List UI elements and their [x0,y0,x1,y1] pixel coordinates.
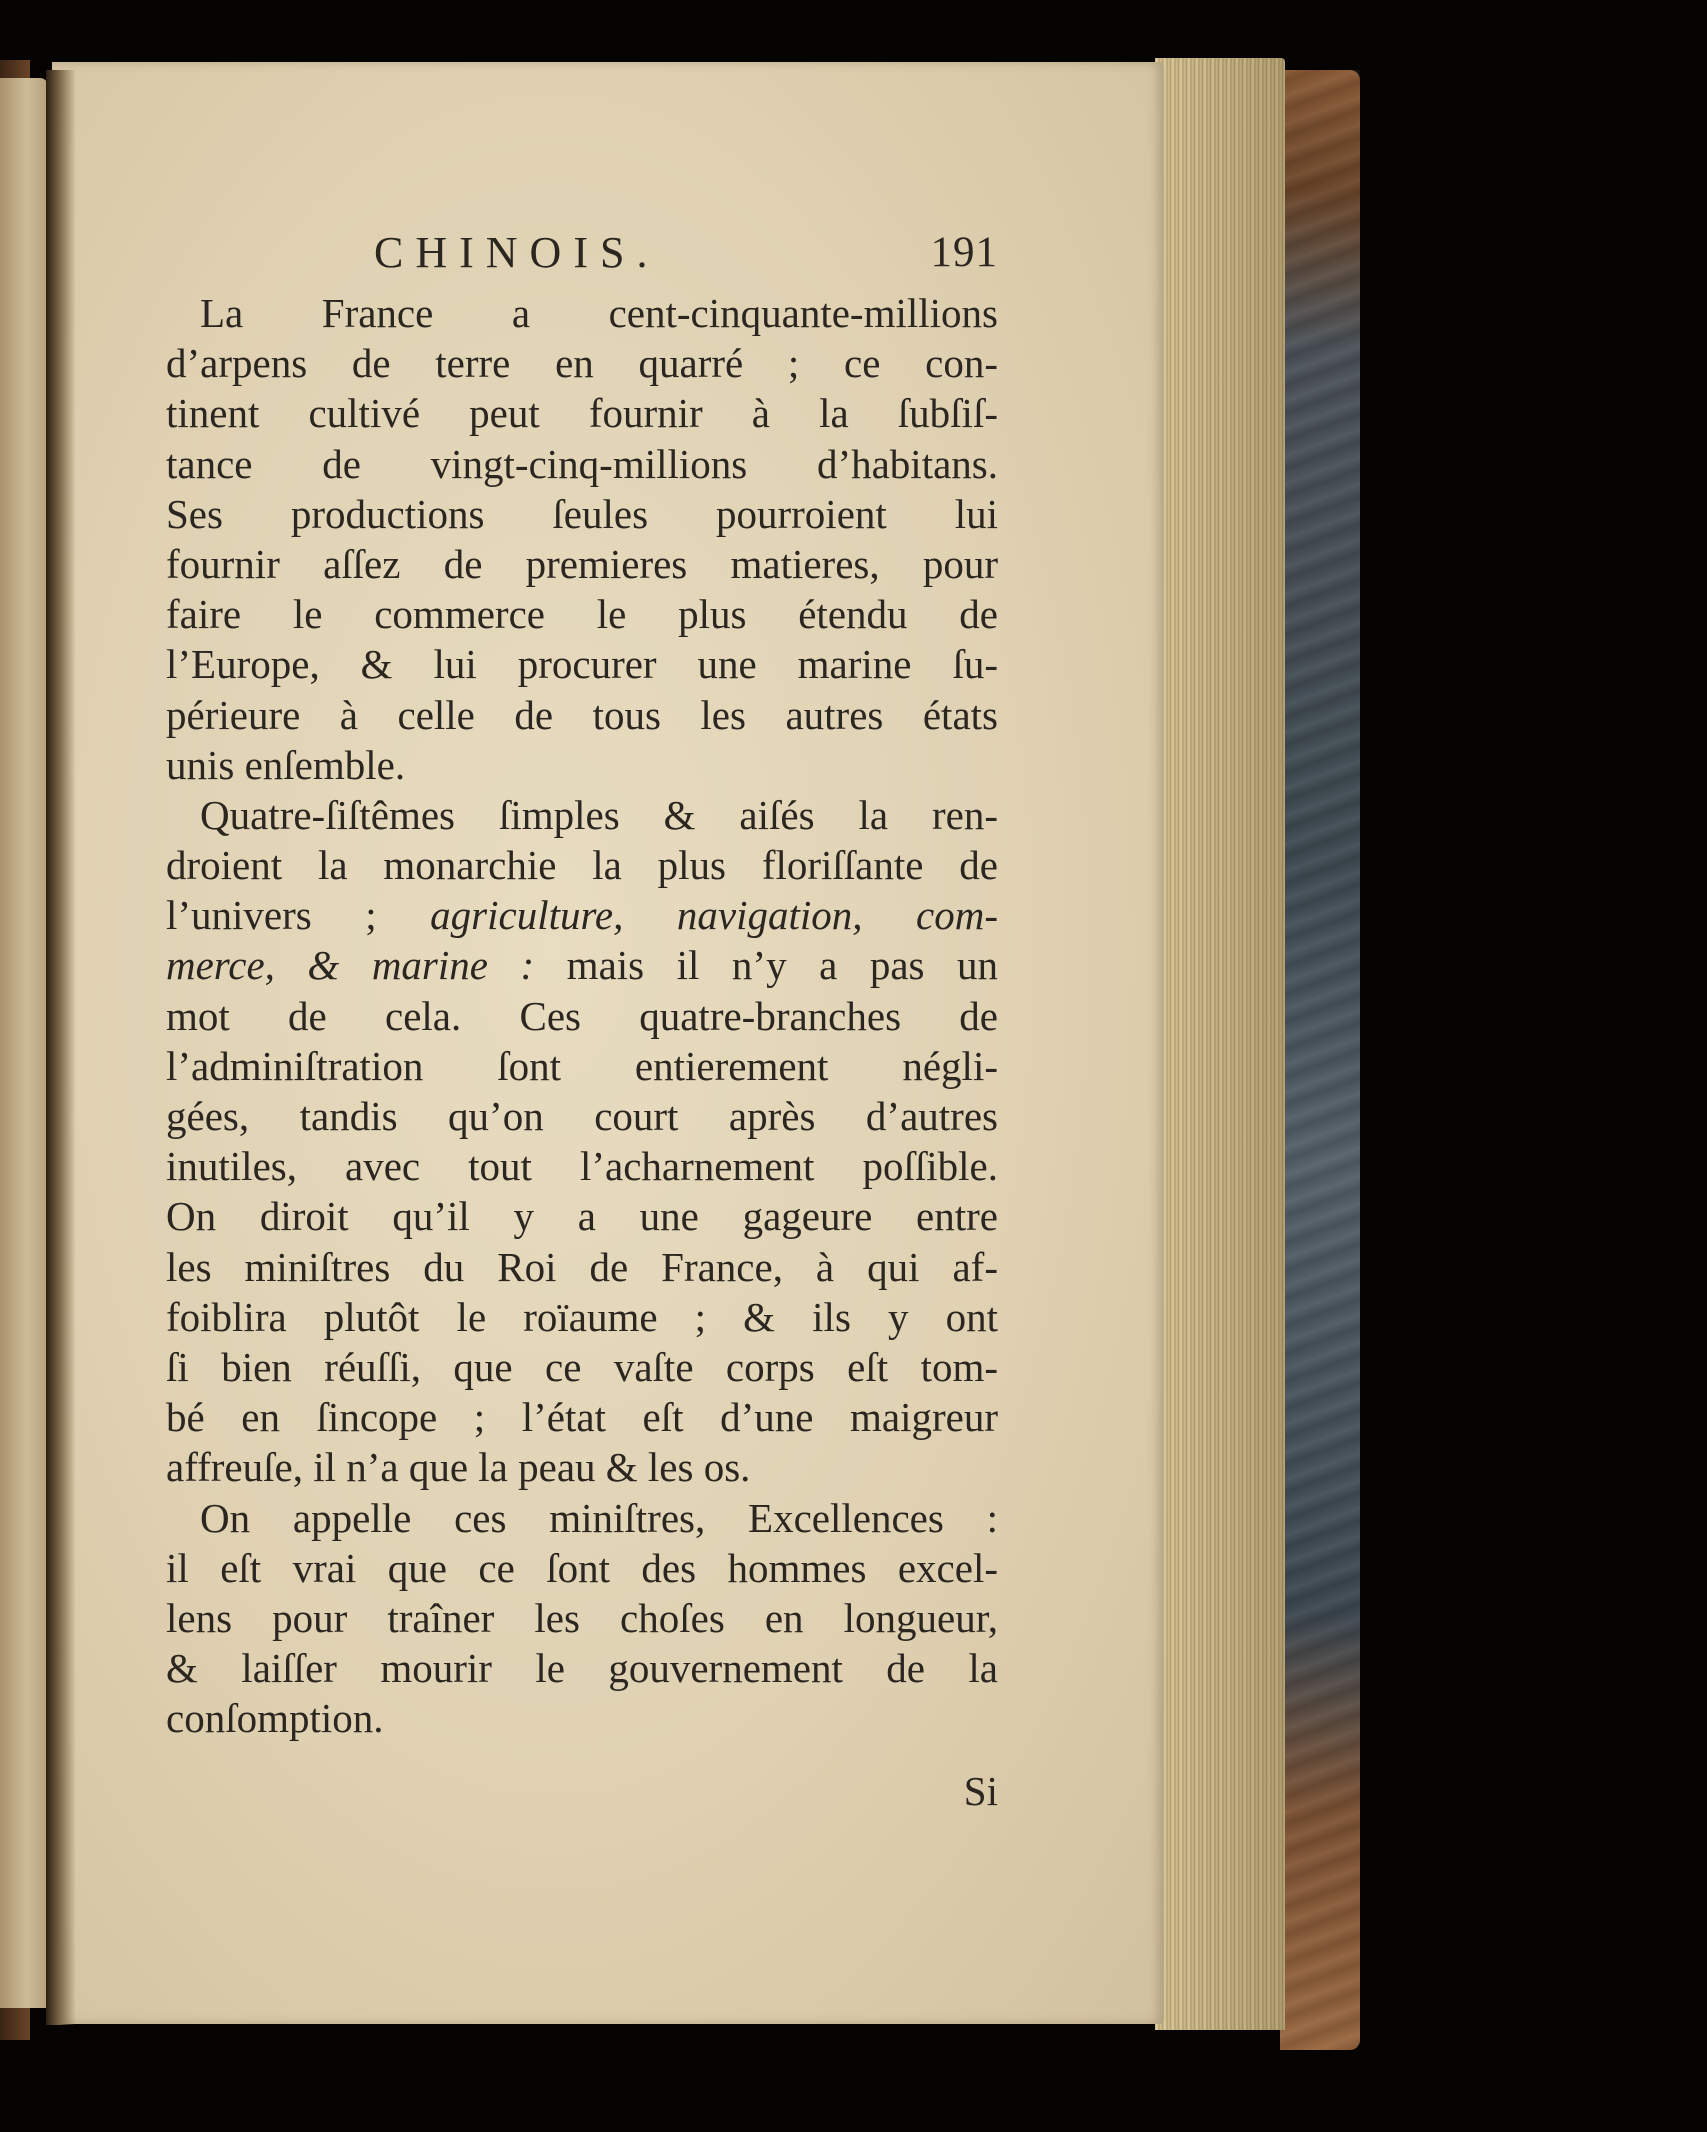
text-line: lens pour traîner les choſes en longueur, [166,1594,998,1641]
running-title: CHINOIS. [374,228,660,277]
text-line: & laiſſer mourir le gouvernement de la [166,1645,998,1692]
page-edges-stack [1155,58,1285,2030]
catchword [166,1761,998,1821]
text-line: affreuſe, il n’a que la peau & les os. [166,1444,751,1491]
text-line: ſi bien réuſſi, que ce vaſte corps eſt tom- [166,1343,998,1390]
text-line: il eſt vrai que ce ſont des hommes excel- [166,1544,998,1591]
text-line: l’adminiſtration ſont entierement négli- [166,1042,998,1089]
italic-text: merce, & marine : [166,942,535,989]
text-line: tance de vingt-cinq-millions d’habitans. [166,440,998,487]
text-line: unis enſemble. [166,741,406,788]
text-line: gées, tandis qu’on court après d’autres [166,1093,998,1139]
text-line: fournir aſſez de premieres matieres, pour [166,540,998,587]
text-line: périeure à celle de tous les autres états [166,691,998,738]
paragraph-1 [166,288,998,790]
text-line: bé en ſincope ; l’état eſt d’une maigreur [166,1394,998,1441]
text-line: foiblira plutôt le roïaume ; & ils y ont [166,1293,998,1340]
page-text-block [166,218,998,1821]
book-back-cover [1280,70,1360,2050]
gutter-shadow [46,70,76,2025]
text-line: On diroit qu’il y a une gageure entre [166,1193,998,1240]
text-line: tinent cultivé peut fournir à la ſubſiſ- [166,390,998,437]
text-line: droient la monarchie la plus floriſſante de [166,842,998,889]
text-line: faire le commerce le plus étendu de [166,591,998,638]
text-line: On appelle ces miniſtres, Excellences : [200,1494,998,1541]
roman-text: mais il n’y a pas un [534,942,998,989]
text-line: d’arpens de terre en quarré ; ce con- [166,340,998,387]
text-line: Quatre-ſiſtêmes ſimples & aiſés la ren- [200,791,998,838]
catchword-text: Si [963,1768,998,1815]
running-head [166,218,998,288]
paragraph-2 [166,790,998,1493]
text-line: Ses productions ſeules pourroient lui [166,490,998,537]
roman-text: l’univers ; [166,892,431,939]
text-line-with-italics [166,890,998,940]
text-line-with-italics [166,940,998,990]
text-line: inutiles, avec tout l’acharnement poſſible. [166,1143,998,1190]
text-line: conſomption. [166,1695,384,1742]
italic-text: agriculture, navigation, com- [430,892,998,939]
text-line: La France a cent-cinquante-millions [200,290,998,336]
text-line: l’Europe, & lui procurer une marine ſu- [166,641,998,688]
facing-page-edge [0,78,48,2008]
text-line: les miniſtres du Roi de France, à qui af- [166,1243,998,1290]
paragraph-3 [166,1493,998,1744]
text-line: mot de cela. Ces quatre-branches de [166,992,998,1039]
page-number: 191 [930,229,998,276]
